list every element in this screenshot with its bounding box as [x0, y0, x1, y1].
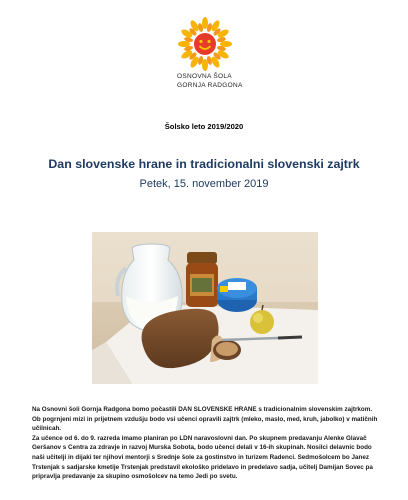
event-date: Petek, 15. november 2019: [139, 178, 269, 190]
school-year: Šolsko leto 2019/2020: [164, 122, 244, 131]
school-logo-sun: [177, 16, 233, 72]
school-name-line1: OSNOVNA ŠOLA: [177, 73, 232, 80]
school-name-line2: GORNJA RADGONA: [177, 82, 243, 89]
body-text: [32, 405, 380, 482]
butter-box: [217, 278, 257, 312]
school-name: [177, 72, 243, 90]
paragraph-2: Za učence od 6. do 9. razreda imamo planiran po LDN naravoslovni dan. Po skupnem predavanju Alenke Glavač Geršanov s Centra za zdravje in razvoj Murska Sobota, bodo učenci delali v 16-ih skupinah. Nosilci delavnic bodo naši učitelji in dijaki ter njihovi mentorji s Srednje šole za gostinstvo in turizem Radenci. Sedmošolcem bo Janez Trstenjak s sadjarske kmetije Trstenjak predstavil ekološko pridelavo in predelavo sadja, učitelj Damijan Sovec pa pripravlja predavanje za skupino osmošolcev na temo Jedi po svetu.: [32, 434, 373, 481]
highlight-dan-slovenske-hrane: DAN SLOVENSKE HRANE: [178, 406, 257, 413]
honey-jar: [186, 252, 218, 307]
breakfast-photo: [92, 232, 318, 384]
paragraph-1: Na Osnovni šoli Gornja Radgona bomo počastili DAN SLOVENSKE HRANE s tradicionalnim slovenskim zajtrkom. Ob pogrnjeni mizi in prijetnem vzdušju bodo vsi učenci opravili zajtrk (mleko, maslo, med, kruh, jabolko) v matičnih učilnicah.: [32, 406, 378, 433]
sun-face: [194, 33, 216, 55]
document-title: Dan slovenske hrane in tradicionalni slovenski zajtrk: [48, 157, 360, 171]
